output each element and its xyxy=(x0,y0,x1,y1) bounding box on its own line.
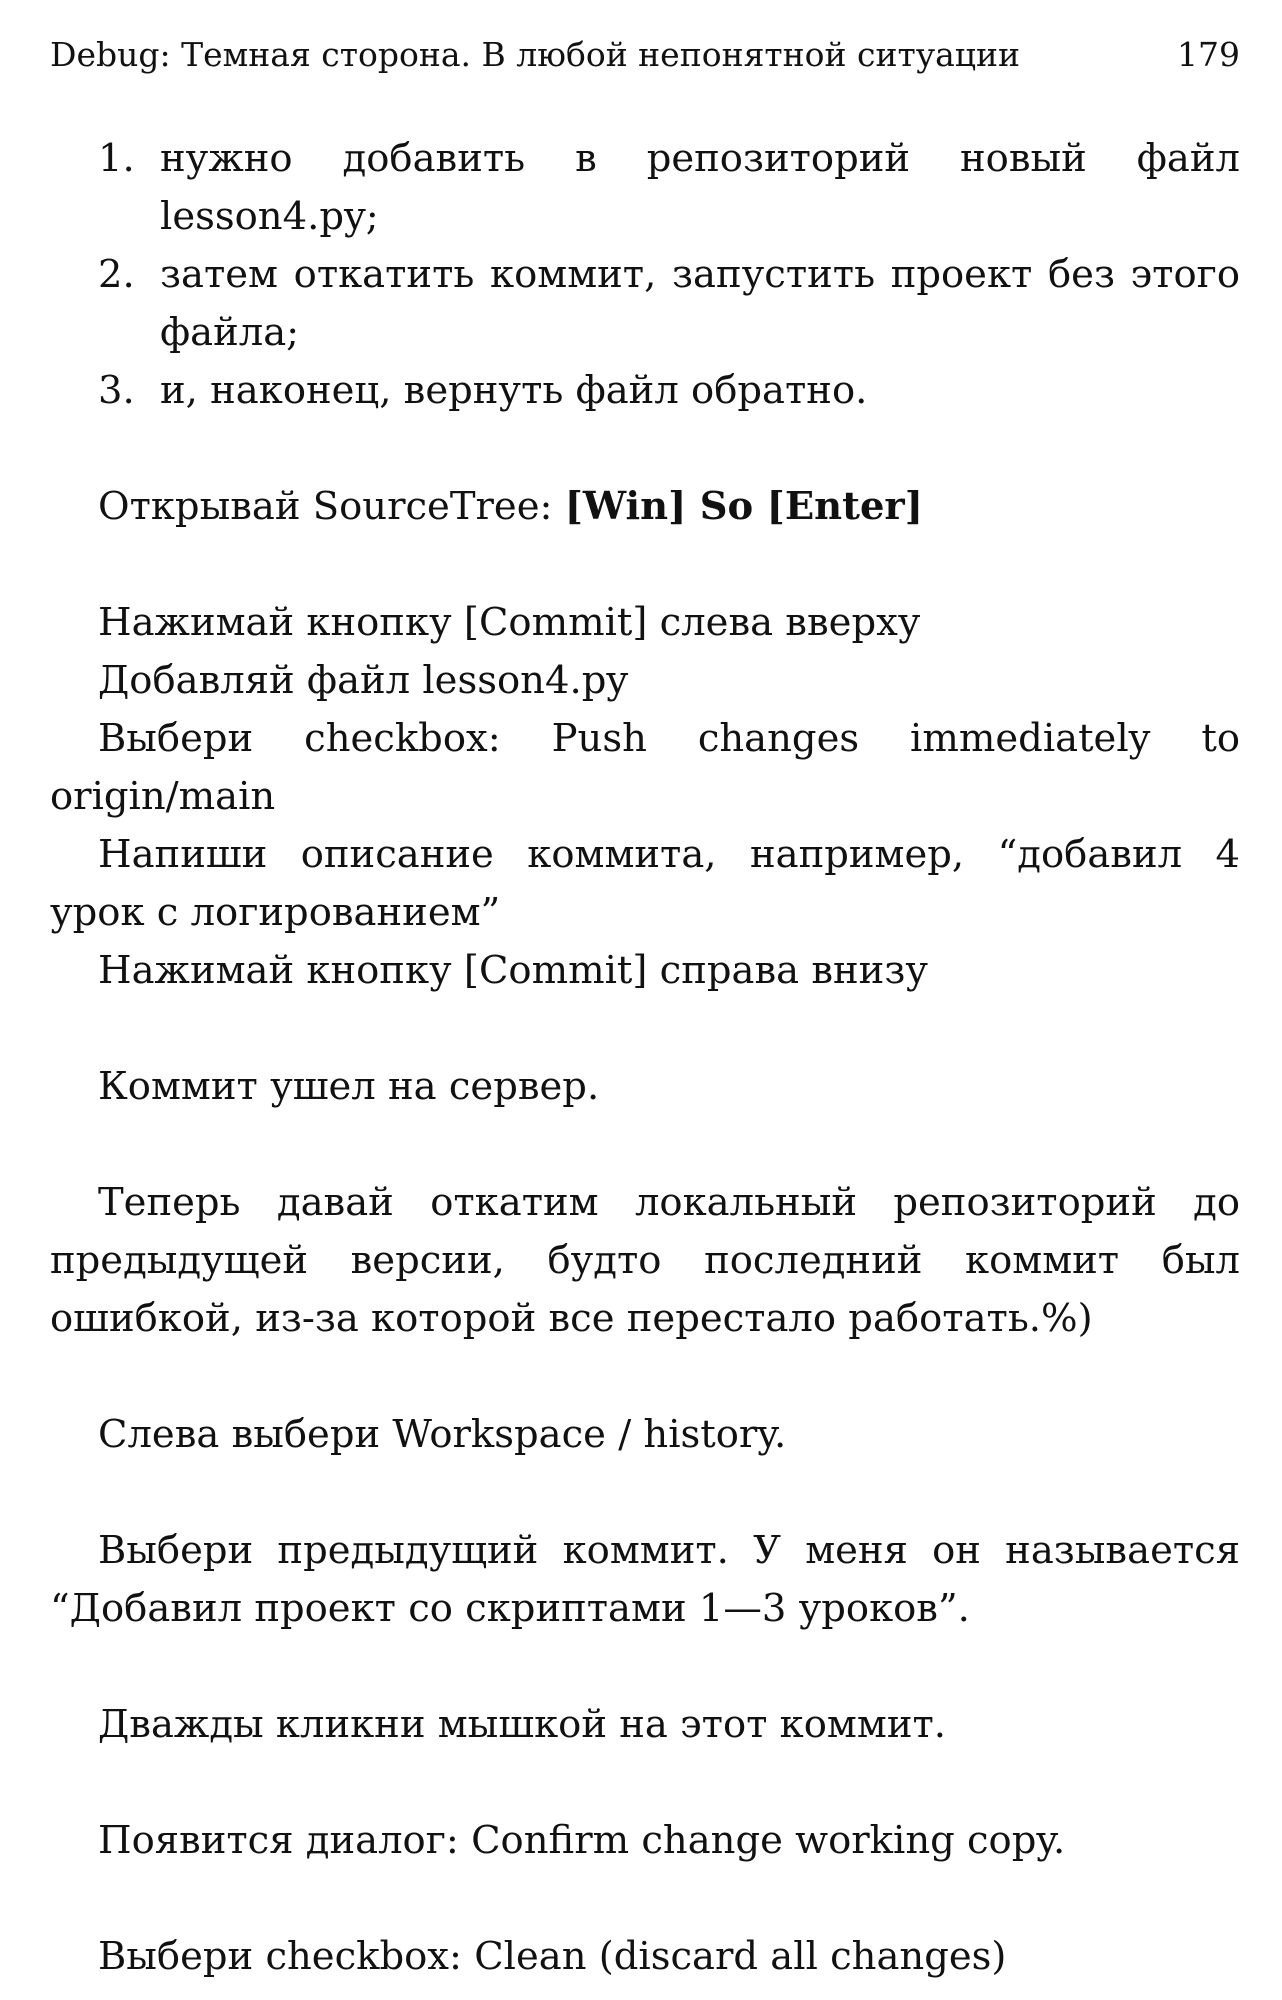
paragraph-gap xyxy=(50,420,1240,478)
paragraph-gap xyxy=(50,1754,1240,1812)
list-number: 2. xyxy=(98,252,135,297)
list-item-text: нужно добавить в репозиторий новый файл lesson4.py; xyxy=(160,136,1240,239)
workspace-paragraph: Слева выбери Workspace / history. xyxy=(98,1412,787,1457)
running-head xyxy=(50,30,1240,80)
paragraph-gap xyxy=(50,536,1240,594)
clean-paragraph: Выбери checkbox: Clean (discard all changes) xyxy=(98,1934,1007,1979)
step-paragraph: Добавляй файл lesson4.py xyxy=(98,658,629,703)
paragraph-gap xyxy=(50,1116,1240,1174)
paragraph-gap xyxy=(50,1870,1240,1928)
keyboard-shortcut: [Win] So [Enter] xyxy=(564,484,923,529)
list-item-text: затем откатить коммит, запустить проект без этого файла; xyxy=(160,252,1240,355)
paragraph-gap xyxy=(50,1638,1240,1696)
commit-sent-paragraph: Коммит ушел на сервер. xyxy=(98,1064,600,1109)
paragraph-gap xyxy=(50,1348,1240,1406)
paragraph-gap xyxy=(50,1000,1240,1058)
step-paragraph: Нажимай кнопку [Commit] слева вверху xyxy=(98,600,921,645)
open-sourcetree-text: Открывай SourceTree: xyxy=(98,484,565,529)
previous-commit-paragraph: Выбери предыдущий коммит. У меня он называется “Добавил проект со скриптами 1—3 уроков”. xyxy=(50,1528,1240,1631)
list-item xyxy=(50,246,1240,362)
list-item xyxy=(50,130,1240,246)
rollback-paragraph: Теперь давай откатим локальный репозиторий до предыдущей версии, будто последний коммит был ошибкой, из-за которой все перестало работать.%) xyxy=(50,1180,1240,1341)
body-text xyxy=(50,130,1240,1986)
dialog-paragraph: Появится диалог: Confirm change working copy. xyxy=(98,1818,1066,1863)
step-paragraph: Выбери checkbox: Push changes immediately to origin/main xyxy=(50,716,1240,819)
page-number: 179 xyxy=(1177,35,1240,74)
step-paragraph: Напиши описание коммита, например, “добавил 4 урок с логированием” xyxy=(50,832,1240,935)
step-paragraph: Нажимай кнопку [Commit] справа внизу xyxy=(98,948,928,993)
double-click-paragraph: Дважды кликни мышкой на этот коммит. xyxy=(98,1702,947,1747)
list-item xyxy=(50,362,1240,420)
numbered-list xyxy=(50,130,1240,420)
list-number: 3. xyxy=(98,368,135,413)
paragraph-gap xyxy=(50,1464,1240,1522)
list-number: 1. xyxy=(98,136,135,181)
chapter-title: Debug: Темная сторона. В любой непонятной ситуации xyxy=(50,35,1021,74)
open-sourcetree-paragraph xyxy=(50,478,1240,536)
list-item-text: и, наконец, вернуть файл обратно. xyxy=(160,368,868,413)
